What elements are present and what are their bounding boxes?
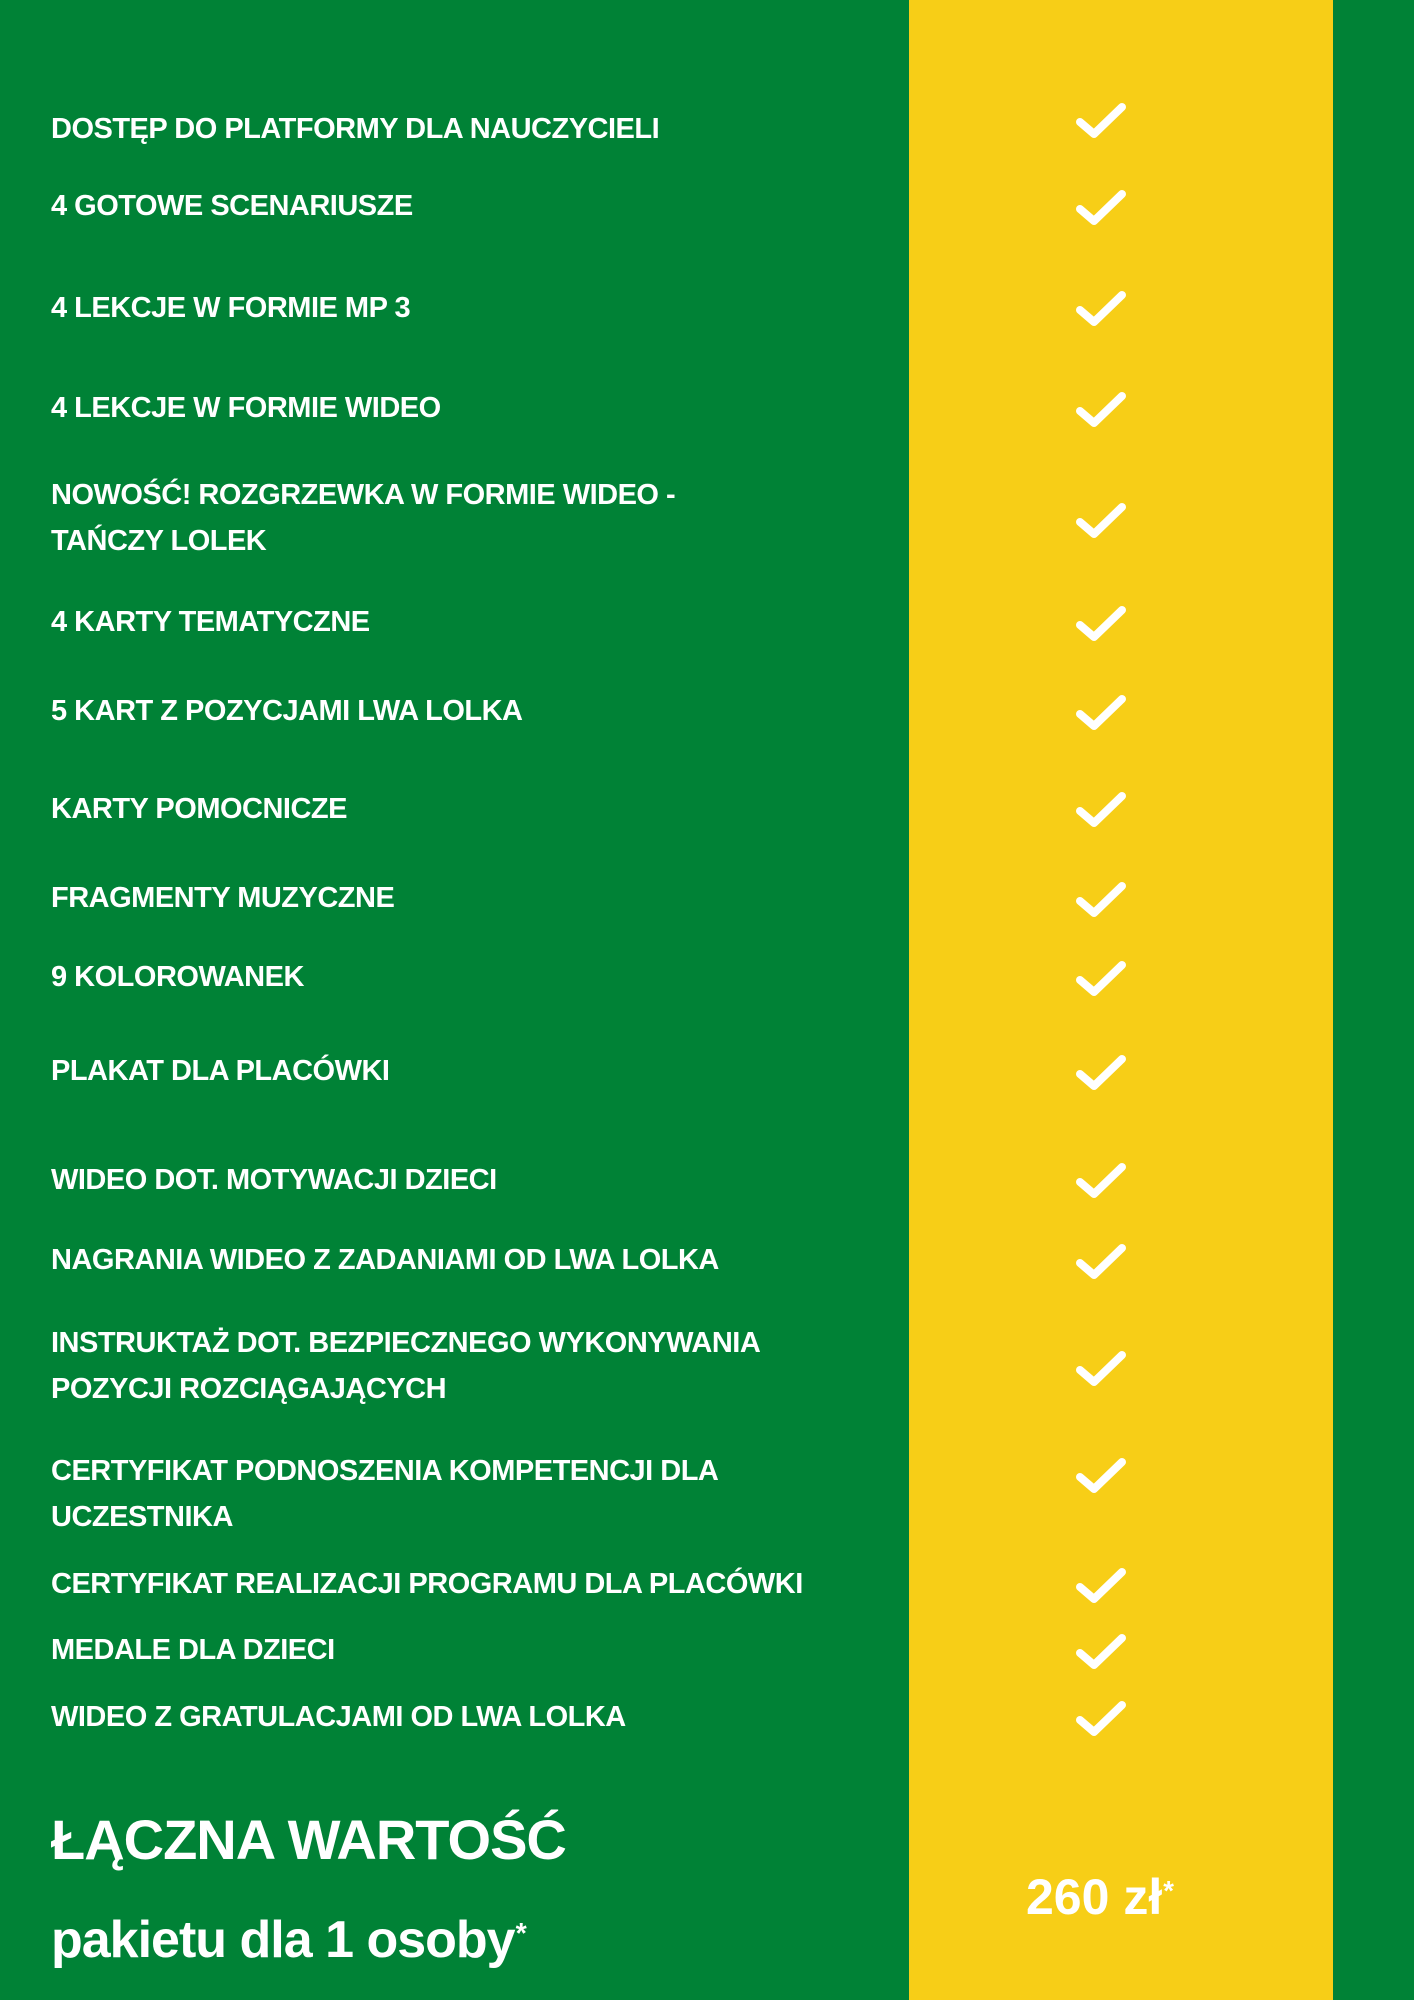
feature-label: 4 KARTY TEMATYCZNE xyxy=(51,606,370,638)
total-value-subtitle xyxy=(51,1908,526,1972)
feature-label: DOSTĘP DO PLATFORMY DLA NAUCZYCIELI xyxy=(51,113,660,145)
feature-label: NAGRANIA WIDEO Z ZADANIAMI OD LWA LOLKA xyxy=(51,1244,719,1276)
feature-label: CERTYFIKAT PODNOSZENIA KOMPETENCJI DLA UCZESTNIKA xyxy=(51,1455,719,1533)
check-icon xyxy=(1075,1242,1127,1282)
check-icon xyxy=(1075,1161,1127,1201)
feature-label: WIDEO Z GRATULACJAMI OD LWA LOLKA xyxy=(51,1701,626,1733)
check-icon xyxy=(1075,1456,1127,1496)
asterisk-mark: * xyxy=(515,1918,526,1950)
check-icon xyxy=(1075,959,1127,999)
feature-label: 9 KOLOROWANEK xyxy=(51,961,304,993)
check-icon xyxy=(1075,390,1127,430)
feature-label: PLAKAT DLA PLACÓWKI xyxy=(51,1055,390,1087)
check-icon xyxy=(1075,880,1127,920)
check-icon xyxy=(1075,604,1127,644)
feature-label: FRAGMENTY MUZYCZNE xyxy=(51,882,395,914)
feature-label: INSTRUKTAŻ DOT. BEZPIECZNEGO WYKONYWANIA POZYCJI ROZCIĄGAJĄCYCH xyxy=(51,1327,761,1405)
feature-label: 4 LEKCJE W FORMIE MP 3 xyxy=(51,292,411,324)
check-icon xyxy=(1075,1632,1127,1672)
feature-label: 4 GOTOWE SCENARIUSZE xyxy=(51,190,413,222)
package-price xyxy=(1026,1865,1174,1929)
subtitle-text: pakietu dla 1 osoby xyxy=(51,1911,515,1969)
total-value-title: ŁĄCZNA WARTOŚĆ xyxy=(51,1808,566,1871)
check-icon xyxy=(1075,101,1127,141)
asterisk-mark: * xyxy=(1163,1875,1174,1906)
feature-label: WIDEO DOT. MOTYWACJI DZIECI xyxy=(51,1164,497,1196)
check-icon xyxy=(1075,1053,1127,1093)
feature-label: 5 KART Z POZYCJAMI LWA LOLKA xyxy=(51,695,523,727)
check-icon xyxy=(1075,501,1127,541)
check-icon xyxy=(1075,289,1127,329)
check-icon xyxy=(1075,1566,1127,1606)
check-icon xyxy=(1075,790,1127,830)
check-icon xyxy=(1075,188,1127,228)
feature-label: CERTYFIKAT REALIZACJI PROGRAMU DLA PLACÓWKI xyxy=(51,1568,803,1600)
check-icon xyxy=(1075,1699,1127,1739)
check-icon xyxy=(1075,693,1127,733)
feature-label: KARTY POMOCNICZE xyxy=(51,793,347,825)
check-icon xyxy=(1075,1349,1127,1389)
feature-label: NOWOŚĆ! ROZGRZEWKA W FORMIE WIDEO - TAŃCZY LOLEK xyxy=(51,479,676,557)
price-value: 260 zł xyxy=(1026,1869,1163,1925)
feature-label: MEDALE DLA DZIECI xyxy=(51,1634,335,1666)
feature-label: 4 LEKCJE W FORMIE WIDEO xyxy=(51,392,441,424)
